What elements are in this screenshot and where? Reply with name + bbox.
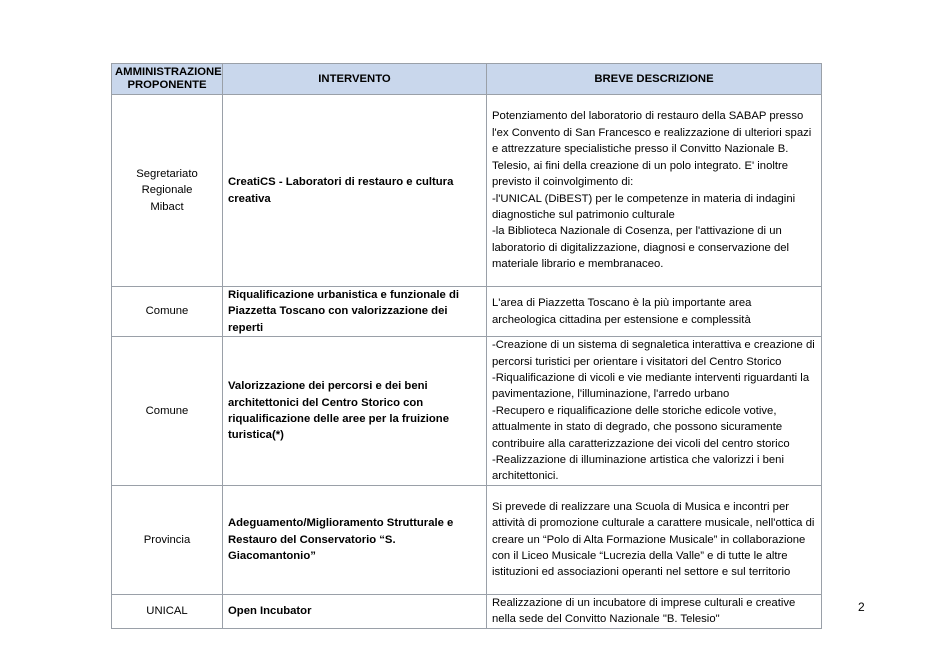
cell-admin: Provincia: [112, 485, 223, 594]
table-row: [112, 95, 822, 287]
table-row: [112, 287, 822, 337]
table-row: [112, 485, 822, 594]
cell-intervento: Open Incubator: [223, 594, 487, 628]
header-descrizione: BREVE DESCRIZIONE: [487, 64, 822, 95]
cell-admin: [112, 95, 223, 287]
description-line: -Riqualificazione di vicoli e vie mediante interventi riguardanti la pavimentazione, l'illuminazione, l'arredo urbano: [492, 372, 810, 401]
cell-descrizione: [487, 485, 822, 594]
description-line: -Creazione di un sistema di segnaletica interattiva e creazione di percorsi turistici per orientare i visitatori del Centro Storico: [492, 339, 815, 368]
page-number: 2: [858, 600, 865, 614]
description-line: -Realizzazione di illuminazione artistica che valorizzi i beni architettonici.: [492, 454, 784, 483]
header-admin: AMMINISTRAZIONE PROPONENTE: [112, 64, 223, 95]
header-row: [112, 64, 822, 95]
cell-admin: Comune: [112, 287, 223, 337]
cell-intervento: CreatiCS - Laboratori di restauro e cultura creativa: [223, 95, 487, 287]
cell-descrizione: [487, 287, 822, 337]
description-line: -Recupero e riqualificazione delle storiche edicole votive, attualmente in stato di degrado, che possono sicuramente contribuire alla caratterizzazione dei vicoli del centro storico: [492, 404, 790, 450]
cell-descrizione: [487, 95, 822, 287]
cell-descrizione: [487, 594, 822, 628]
cell-intervento: Adeguamento/Miglioramento Strutturale e Restauro del Conservatorio “S. Giacomantonio”: [223, 485, 487, 594]
interventions-table: [111, 63, 822, 629]
cell-admin: Comune: [112, 337, 223, 486]
table-row: [112, 594, 822, 628]
table-row: [112, 337, 822, 486]
description-line: L'area di Piazzetta Toscano è la più importante area archeologica cittadina per estensione e complessità: [492, 297, 752, 326]
description-line: Si prevede di realizzare una Scuola di Musica e incontri per attività di promozione culturale a carattere musicale, nell'ottica di creare un “Polo di Alta Formazione Musicale” in collaborazione con il Liceo Musicale “Lucrezia della Valle” e di tutte le altre istituzioni ed associazioni operanti nel settore e sul territorio: [492, 500, 815, 579]
description-line: -la Biblioteca Nazionale di Cosenza, per l'attivazione di un laboratorio di digitalizzazione, diagnosi e conservazione del materiale librario e membranaceo.: [492, 225, 790, 271]
cell-admin: UNICAL: [112, 594, 223, 628]
cell-intervento: Valorizzazione dei percorsi e dei beni architettonici del Centro Storico con riqualificazione delle aree per la fruizione turistica(*): [223, 337, 487, 486]
description-line: Potenziamento del laboratorio di restauro della SABAP presso l'ex Convento di San Francesco e realizzazione di ulteriori spazi e attrezzature specialistiche presso il Convitto Nazionale B. Telesio, ai fini della creazione di un polo integrato. E' inoltre previsto il coinvolgimento di:: [492, 110, 812, 189]
description-line: Realizzazione di un incubatore di imprese culturali e creative nella sede del Convitto Nazionale "B. Telesio": [492, 596, 796, 626]
header-intervento: INTERVENTO: [223, 64, 487, 95]
cell-intervento: Riqualificazione urbanistica e funzionale di Piazzetta Toscano con valorizzazione dei reperti: [223, 287, 487, 337]
admin-label: Segretariato Regionale Mibact: [136, 167, 198, 213]
cell-descrizione: [487, 337, 822, 486]
description-line: -l'UNICAL (DiBEST) per le competenze in materia di indagini diagnostiche sul patrimonio culturale: [492, 192, 796, 221]
